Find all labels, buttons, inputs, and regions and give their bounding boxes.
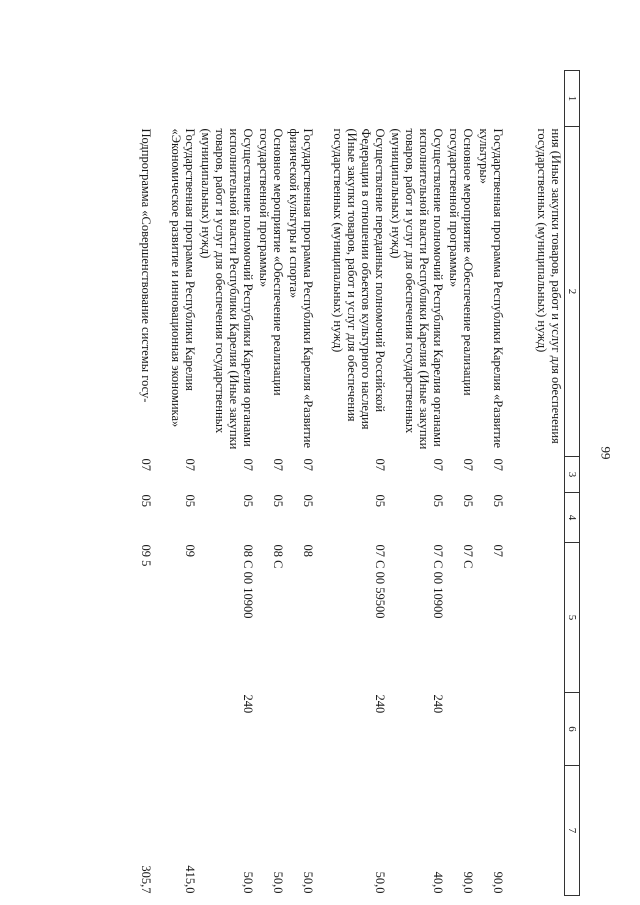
row-name: Осуществление полномочий Республики Карелия органами исполнительной власти Республики Карелия (Иные закупки товаров, работ и услуг для обеспечения государственных (муниципальных) нужд)	[199, 128, 256, 450]
row-rz: 07	[241, 458, 256, 471]
row-pr: 05	[431, 494, 446, 507]
table-row	[389, 71, 447, 896]
row-sum	[507, 766, 565, 896]
row-vr: 240	[241, 694, 256, 714]
row-vr	[507, 693, 565, 766]
row-name: Осуществление полномочий Республики Карелия органами исполнительной власти Республики Карелия (Иные закупки товаров, работ и услуг для обеспечения государственных (муниципальных) нужд)	[389, 128, 446, 450]
row-csr: 07 С 00 59500	[373, 544, 388, 619]
row-pr: 05	[373, 494, 388, 507]
row-rz: 07	[183, 458, 198, 471]
row-rz: 07	[373, 458, 388, 471]
row-vr: 240	[431, 694, 446, 714]
row-name: Основное мероприятие «Обеспечение реализации государственной программы»	[447, 128, 476, 396]
row-vr: 240	[373, 694, 388, 714]
row-rz	[507, 457, 565, 493]
row-name: Основное мероприятие «Обеспечение реализации государственной программы»	[257, 128, 286, 396]
column-header-4: 4	[565, 493, 580, 543]
column-header-6: 6	[565, 693, 580, 766]
row-name: Государственная программа Республики Карелия «Экономическое развитие и инновационная экономика»	[169, 128, 198, 428]
table-row	[317, 71, 389, 896]
column-header-5: 5	[565, 543, 580, 693]
row-sum: 90,0	[461, 871, 476, 894]
table-row	[199, 71, 257, 896]
table-row	[507, 71, 565, 896]
row-gap-cell	[199, 71, 257, 127]
page-number	[585, 0, 625, 905]
row-sum: 50,0	[301, 871, 316, 894]
page-number-text: 99	[598, 446, 613, 459]
row-name: Осуществление переданных полномочий Российской Федерации в отношении объектов культурного наследия (Иные закупки товаров, работ и услуг для обеспечения государственных (муниципальных) нужд)	[331, 128, 388, 430]
row-pr: 05	[461, 494, 476, 507]
row-gap-cell	[155, 71, 199, 127]
table-row	[139, 71, 155, 896]
row-csr: 08	[301, 544, 316, 557]
header-row	[565, 71, 580, 896]
row-gap-cell	[317, 71, 389, 127]
row-sum: 50,0	[241, 871, 256, 894]
column-header-7: 7	[565, 766, 580, 896]
row-gap-cell	[507, 71, 565, 127]
row-csr: 09 5	[139, 544, 154, 567]
row-rz: 07	[301, 458, 316, 471]
row-csr: 08 С 00 10900	[241, 544, 256, 619]
row-vr	[447, 693, 477, 766]
row-name: Государственная программа Республики Карелия «Развитие культуры»	[477, 128, 506, 449]
table-header	[565, 71, 580, 896]
row-pr: 05	[241, 494, 256, 507]
row-pr	[507, 493, 565, 543]
table-body	[139, 71, 565, 896]
rotated-table-container	[60, 70, 580, 895]
row-pr: 05	[271, 494, 286, 507]
budget-table	[139, 70, 581, 896]
row-pr: 05	[183, 494, 198, 507]
row-gap-cell	[139, 71, 155, 127]
row-pr: 05	[139, 494, 154, 507]
row-name: Государственная программа Республики Карелия «Развитие физической культуры и спорта»	[287, 128, 316, 449]
row-sum: 40,0	[431, 871, 446, 894]
row-rz: 07	[139, 458, 154, 471]
row-csr: 08 С	[271, 544, 286, 569]
row-vr	[139, 693, 155, 766]
row-csr: 07 С	[461, 544, 476, 569]
table-row	[155, 71, 199, 896]
table-row	[447, 71, 477, 896]
row-vr	[257, 693, 287, 766]
table-row	[287, 71, 317, 896]
row-gap-cell	[447, 71, 477, 127]
row-sum: 90,0	[491, 871, 506, 894]
table-row	[477, 71, 507, 896]
row-sum: 305,7	[139, 865, 154, 894]
row-gap-cell	[257, 71, 287, 127]
column-header-1: 1	[565, 71, 580, 127]
table-row	[257, 71, 287, 896]
row-csr: 07 С 00 10900	[431, 544, 446, 619]
row-vr	[477, 693, 507, 766]
row-csr: 09	[183, 544, 198, 557]
row-rz: 07	[431, 458, 446, 471]
row-rz: 07	[461, 458, 476, 471]
row-pr: 05	[491, 494, 506, 507]
row-csr: 07	[491, 544, 506, 557]
row-name: Подпрограмма «Совершенствование системы госу-	[139, 128, 154, 403]
row-name: ния (Иные закупки товаров, работ и услуг для обеспечения государственных (муниципальных) нужд)	[535, 128, 563, 444]
row-sum: 50,0	[373, 871, 388, 894]
row-gap-cell	[287, 71, 317, 127]
row-rz: 07	[271, 458, 286, 471]
row-sum: 415,0	[183, 865, 198, 894]
row-gap-cell	[389, 71, 447, 127]
row-sum: 50,0	[271, 871, 286, 894]
row-csr	[507, 543, 565, 693]
row-rz: 07	[491, 458, 506, 471]
row-gap-cell	[477, 71, 507, 127]
row-vr	[155, 693, 199, 766]
row-vr	[287, 693, 317, 766]
column-header-3: 3	[565, 457, 580, 493]
row-pr: 05	[301, 494, 316, 507]
column-header-2: 2	[565, 127, 580, 457]
